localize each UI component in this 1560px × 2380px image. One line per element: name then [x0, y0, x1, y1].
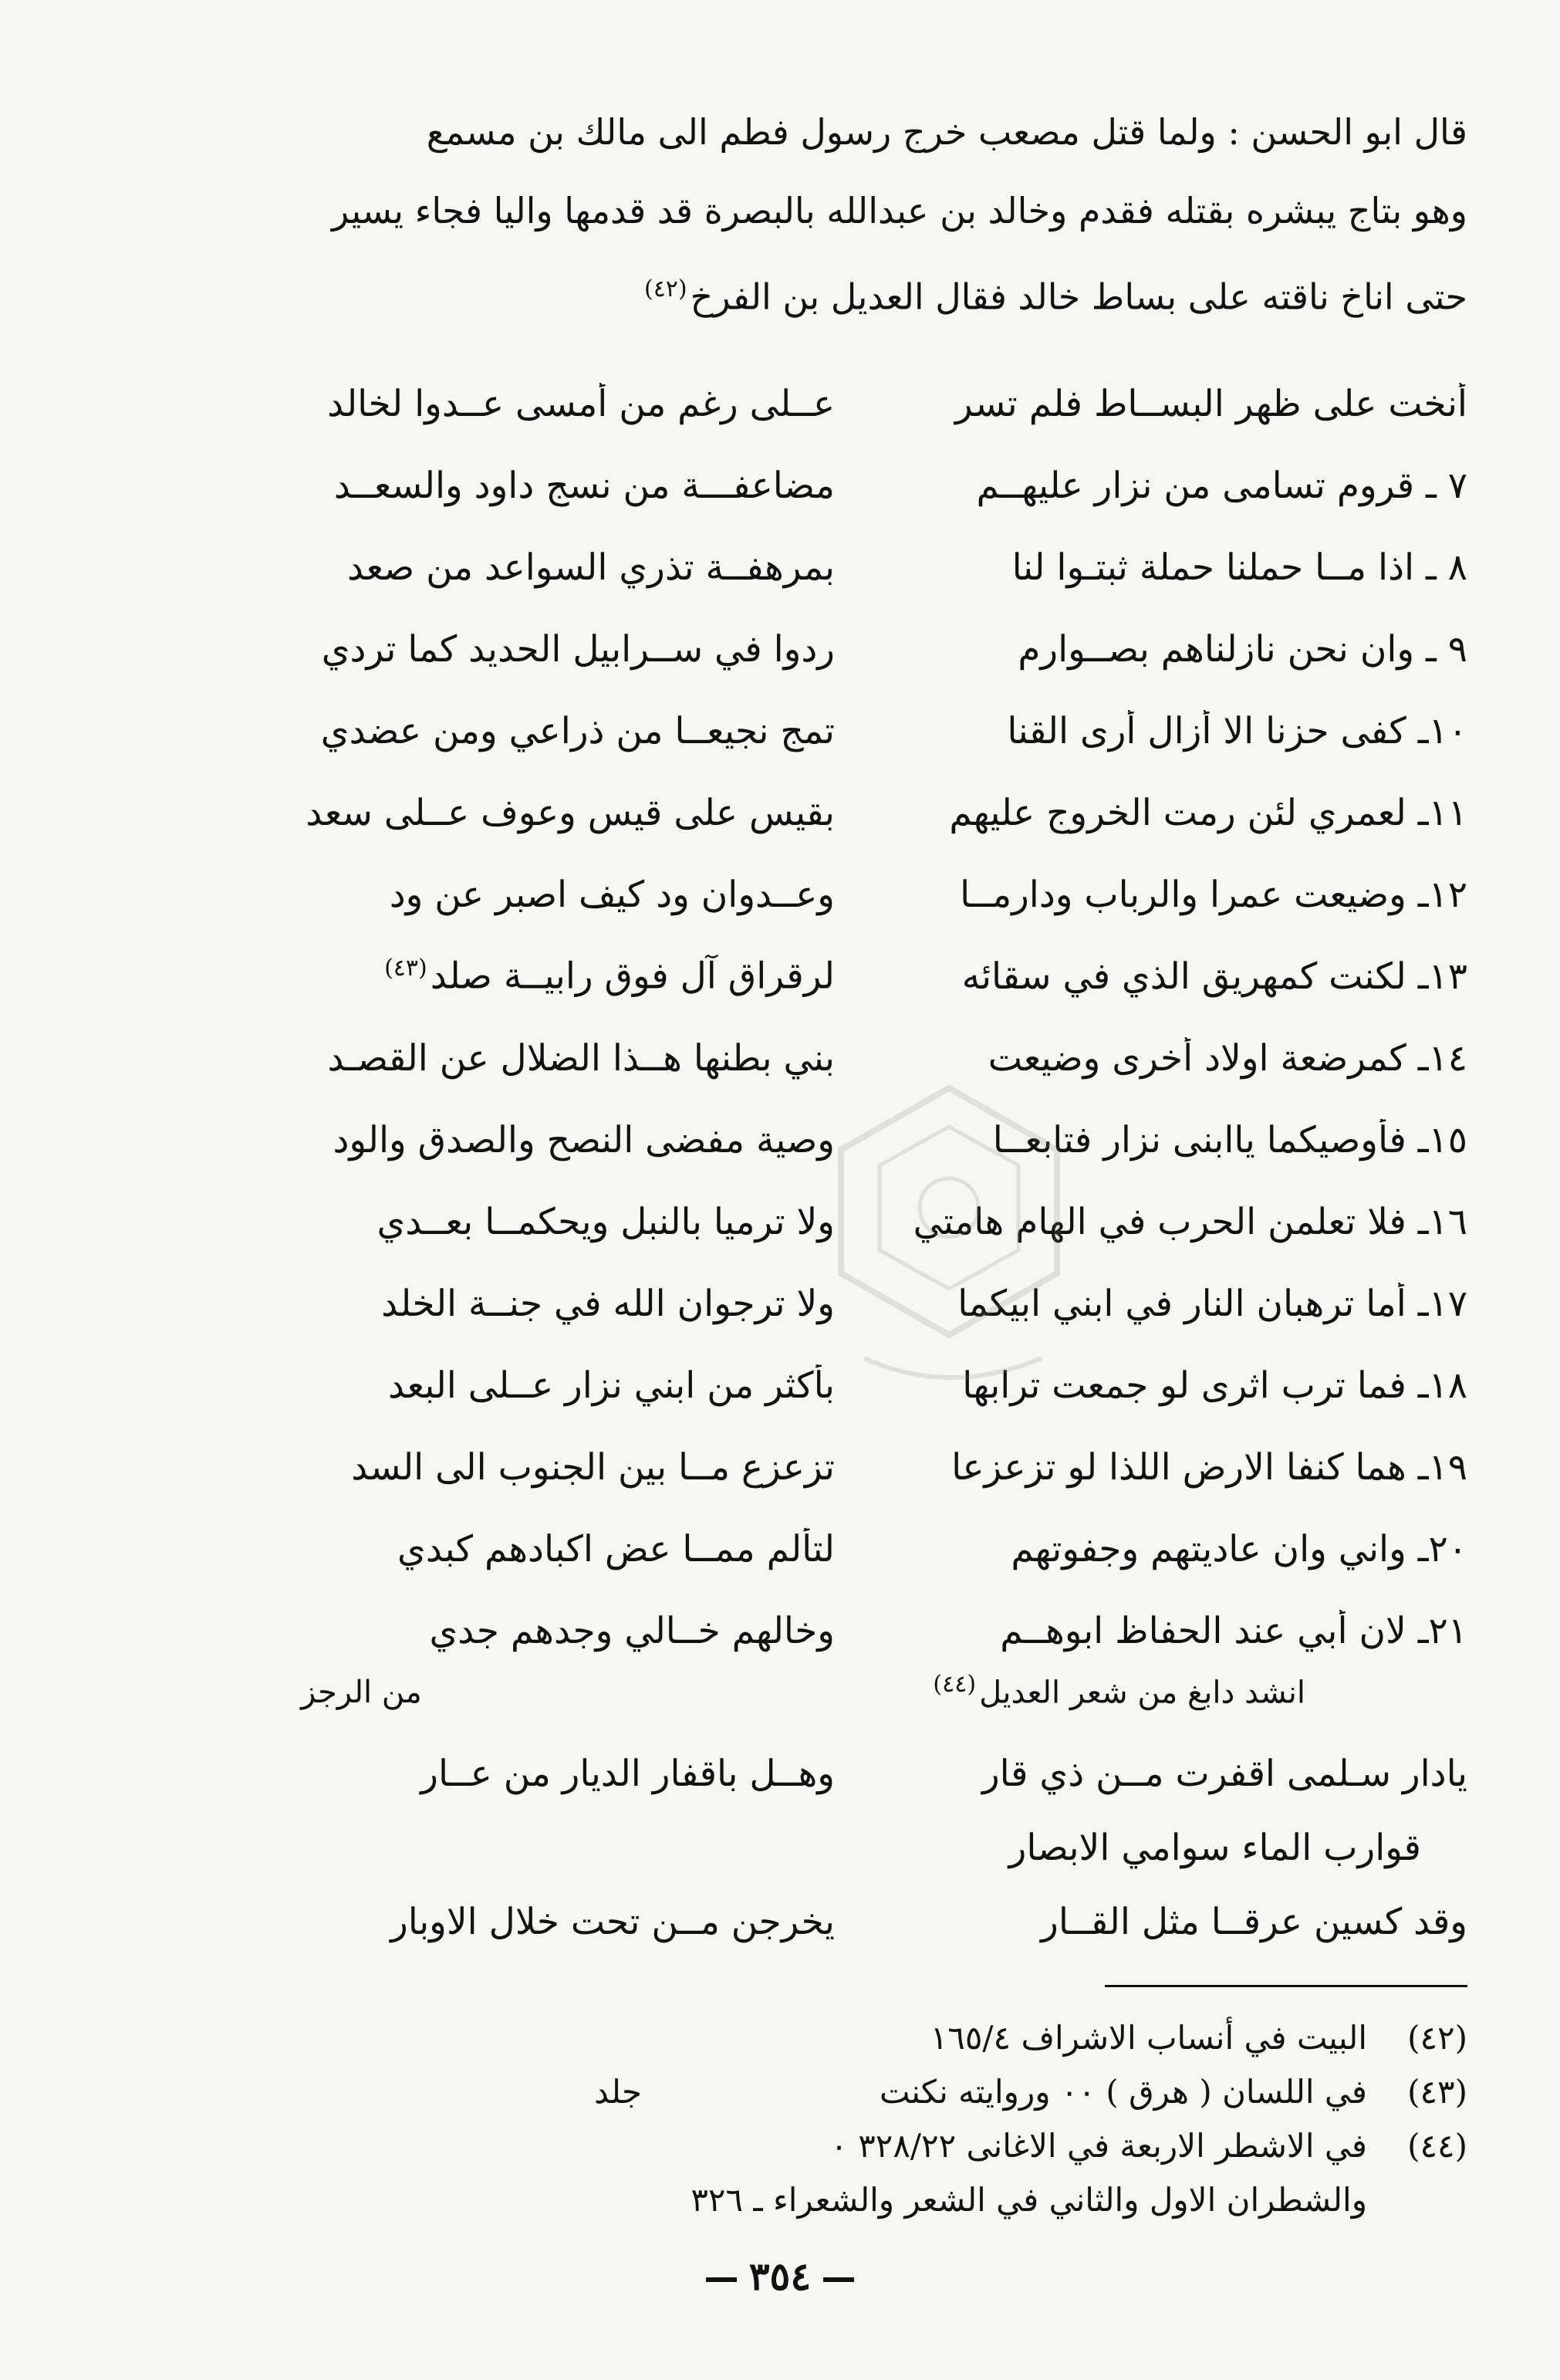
verse-first-hemistich: أنخت على ظهر البســاط فلم تسر	[954, 382, 1467, 425]
verse-second-hemistich	[116, 792, 835, 834]
intro-paragraph	[116, 93, 1467, 336]
meter-caption: من الرجز	[301, 1675, 422, 1710]
verse-row	[116, 1810, 1467, 1885]
verse-first-hemistich: وقد كسين عرقــا مثل القــار	[1041, 1900, 1467, 1943]
verse-second-hemistich-text: مضاعفـــة من نسج داود والسعــد	[333, 464, 835, 507]
footnote	[116, 2010, 1467, 2064]
verse-row	[116, 1590, 1467, 1672]
verse-row	[116, 935, 1467, 1017]
verse-second-hemistich	[116, 1446, 835, 1489]
intro-line	[116, 250, 1467, 336]
verse-first-hemistich: ١٩ـ هما كنفا الارض اللذا لو تزعزعا	[951, 1445, 1467, 1489]
verse-first-hemistich: ١٧ـ أما ترهبان النار في ابني ابيكما	[957, 1282, 1467, 1325]
verse-second-hemistich	[116, 874, 835, 916]
footnote-divider	[1105, 1985, 1467, 1987]
verse-row	[116, 772, 1467, 854]
verse-first-hemistich: ١٠ـ كفى حزنا الا أزال أرى القنا	[1007, 709, 1467, 752]
intro-line: قال ابو الحسن : ولما قتل مصعب خرج رسول فطم الى مالك بن مسمع	[426, 111, 1467, 153]
verse-first-hemistich: ٢٠ـ واني وان عاديتهم وجفوتهم	[1011, 1527, 1467, 1570]
verse-second-hemistich: يخرجن مــن تحت خلال الاوبار	[390, 1900, 835, 1943]
verse-second-hemistich	[116, 1528, 835, 1570]
verse-second-hemistich	[116, 383, 835, 425]
footnote-extra: جلد	[594, 2072, 642, 2111]
poem	[116, 363, 1467, 1672]
intro-line: وهو بتاج يبشره بقتله فقدم وخالد بن عبدالله بالبصرة قد قدمها واليا فجاء يسير	[332, 190, 1467, 232]
verse-first-hemistich: ١٢ـ وضيعت عمرا والرباب ودارمــا	[960, 873, 1467, 916]
verse-second-hemistich	[116, 1283, 835, 1325]
verse-row	[116, 1885, 1467, 1959]
verse-first-hemistich: ١٦ـ فلا تعلمن الحرب في الهام هامتي	[913, 1200, 1467, 1243]
footnote-number: (٤٤)	[1407, 2126, 1467, 2165]
verse-row	[116, 1426, 1467, 1508]
verse-second-hemistich-text: لرقراق آل فوق رابيــة صلد	[430, 955, 835, 998]
verse-second-hemistich-text: وعــدوان ود كيف اصبر عن ود	[389, 873, 835, 916]
verse-second-hemistich	[116, 465, 835, 507]
verse-row	[116, 1344, 1467, 1426]
page-number-text: ٣٥٤	[748, 2253, 812, 2299]
page-number-dash	[706, 2277, 737, 2282]
footnote-marker: (٤٤)	[933, 1671, 977, 1698]
verse-first-hemistich: ٧ ـ قروم تسامى من نزار عليهــم	[976, 464, 1467, 507]
verse-second-hemistich-text: ردوا في ســرابيل الحديد كما تردي	[321, 627, 835, 671]
verse-second-hemistich-text: تزعزع مــا بين الجنوب الى السد	[351, 1445, 835, 1489]
footnote-number: (٤٢)	[1407, 2018, 1467, 2057]
verse-second-hemistich-text: تمج نجيعــا من ذراعي ومن عضدي	[320, 709, 835, 752]
verse-row	[116, 1263, 1467, 1344]
verse-second-hemistich	[116, 628, 835, 671]
verse-row	[116, 526, 1467, 608]
verse-second-hemistich-text: بني بطنها هــذا الضلال عن القصـد	[327, 1036, 835, 1080]
source-caption	[933, 1671, 1305, 1710]
source-caption-text: انشد دابغ من شعر العديل	[979, 1675, 1305, 1711]
footnote-text: في الاشطر الاربعة في الاغانى ٣٢٨/٢٢ ٠	[830, 2126, 1367, 2165]
verse-second-hemistich	[116, 710, 835, 752]
verse-row	[116, 1017, 1467, 1099]
verse-second-hemistich-text: وصية مفضى النصح والصدق والود	[333, 1118, 835, 1161]
rajaz-poem	[116, 1736, 1467, 1959]
verse-second-hemistich-text: ولا ترميا بالنبل ويحكمــا بعــدي	[376, 1200, 835, 1243]
verse-second-hemistich	[116, 955, 835, 998]
verse-second-hemistich-text: ولا ترجوان الله في جنــة الخلد	[381, 1282, 835, 1325]
footnote-text: في اللسان ( هرق ) ٠٠ وروايته نكنت	[879, 2072, 1367, 2111]
verse-row	[116, 1181, 1467, 1263]
footnote-marker: (٤٣)	[384, 955, 427, 982]
verse-first-hemistich: ٢١ـ لان أبي عند الحفاظ ابوهــم	[1000, 1609, 1467, 1652]
verse-row	[116, 363, 1467, 445]
footnote	[116, 2064, 1467, 2118]
page-number-dash	[823, 2277, 854, 2282]
verse-second-hemistich: وهــل باقفار الديار من عــار	[420, 1752, 835, 1795]
verse-first-hemistich: ٨ ـ اذا مــا حملنا حملة ثبتـوا لنا	[1011, 546, 1467, 589]
verse-first-hemistich: ١٣ـ لكنت كمهريق الذي في سقائه	[961, 955, 1467, 998]
verse-second-hemistich	[116, 1119, 835, 1161]
verse-first-hemistich: قوارب الماء سوامي الابصار	[1008, 1826, 1421, 1869]
verse-row	[116, 608, 1467, 690]
page-number	[0, 2253, 1560, 2299]
verse-second-hemistich-text: بقيس على قيس وعوف عــلى سعد	[306, 791, 835, 834]
verse-second-hemistich-text: عــلى رغم من أمسى عــدوا لخالد	[327, 382, 835, 425]
verse-row	[116, 1508, 1467, 1590]
verse-first-hemistich: ١٨ـ فما ترب اثرى لو جمعت ترابها	[962, 1364, 1467, 1407]
verse-second-hemistich	[116, 1364, 835, 1407]
verse-second-hemistich	[116, 546, 835, 589]
footnote-marker: (٤٢)	[643, 276, 687, 303]
verse-first-hemistich: يادار سـلمى اقفرت مــن ذي قار	[981, 1752, 1467, 1795]
verse-first-hemistich: ١٥ـ فأوصيكما ياابنى نزار فتابعــا	[992, 1118, 1467, 1161]
verse-second-hemistich-text: بأكثر من ابني نزار عــلى البعد	[387, 1364, 835, 1407]
verse-first-hemistich: ٩ ـ وان نحن نازلناهم بصــوارم	[1018, 627, 1467, 671]
verse-row	[116, 445, 1467, 526]
footnote-continuation: والشطران الاول والثاني في الشعر والشعراء ـ ٣٢٦	[691, 2180, 1367, 2219]
footnotes	[116, 2010, 1467, 2226]
footnote-number: (٤٣)	[1407, 2072, 1467, 2111]
verse-second-hemistich-text: وخالهم خــالي وجدهم جدي	[429, 1609, 835, 1652]
intro-line-text: حتى اناخ ناقته على بساط خالد فقال العديل بن الفرخ	[690, 276, 1467, 318]
verse-second-hemistich	[116, 1610, 835, 1652]
verse-row	[116, 1736, 1467, 1810]
verse-second-hemistich-text: لتألم ممــا عض اكبادهم كبدي	[397, 1527, 835, 1570]
footnote-text: البيت في أنساب الاشراف ١٦٥/٤	[930, 2018, 1367, 2057]
verse-row	[116, 854, 1467, 935]
verse-first-hemistich: ١١ـ لعمري لئن رمت الخروج عليهم	[949, 791, 1467, 834]
footnote	[116, 2118, 1467, 2172]
library-stamp-watermark	[833, 1080, 1065, 1405]
verse-second-hemistich	[116, 1201, 835, 1243]
verse-second-hemistich-text: بمرهفــة تذري السواعد من صعد	[346, 546, 835, 589]
verse-first-hemistich: ١٤ـ كمرضعة اولاد أخرى وضيعت	[988, 1036, 1467, 1080]
verse-second-hemistich	[116, 1037, 835, 1080]
verse-row	[116, 1099, 1467, 1181]
verse-row	[116, 690, 1467, 772]
